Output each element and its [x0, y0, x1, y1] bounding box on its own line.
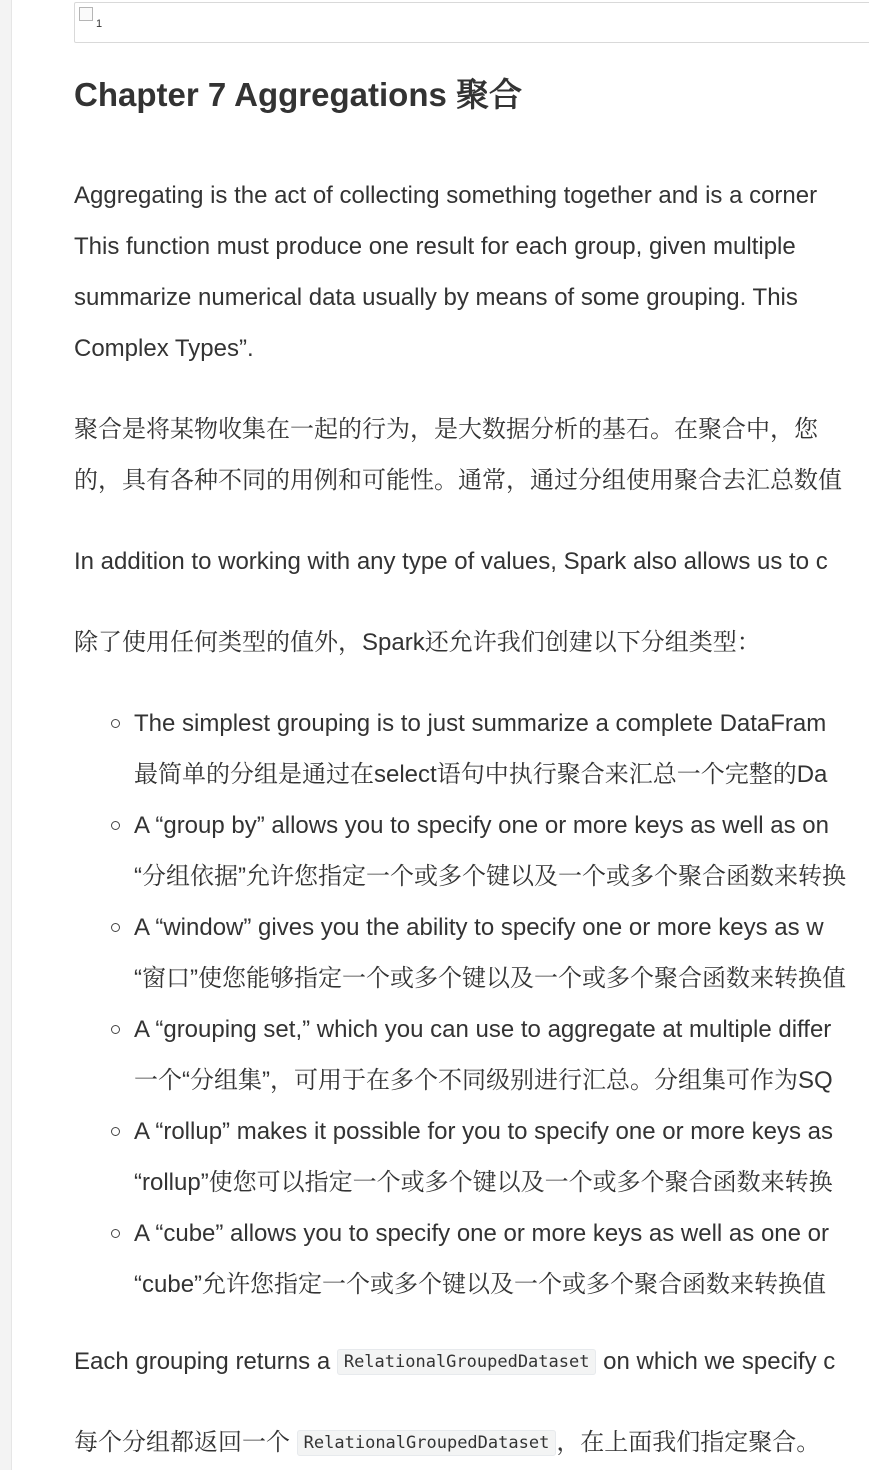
closing-text-after: ，在上面我们指定聚合。: [556, 1429, 821, 1456]
hollow-circle-bullet-icon: [111, 719, 120, 728]
text-line: Complex Types”.: [74, 335, 254, 362]
text-line: This function must produce one result for each group, given multiple: [74, 233, 796, 260]
hollow-circle-bullet-icon: [111, 923, 120, 932]
broken-image-placeholder: [74, 2, 869, 43]
closing-paragraph-zh: [74, 1417, 869, 1468]
left-gutter: [0, 0, 12, 1470]
list-item-text-en: A “rollup” makes it possible for you to specify one or more keys as: [134, 1118, 833, 1145]
text-line: Aggregating is the act of collecting something together and is a corner: [74, 182, 818, 209]
inline-code: RelationalGroupedDataset: [297, 1430, 557, 1456]
list-item-text-en: A “cube” allows you to specify one or more keys as well as one or: [134, 1220, 829, 1247]
grouping-types-list: [74, 698, 869, 1310]
hollow-circle-bullet-icon: [111, 1127, 120, 1136]
closing-text-after: on which we specify c: [596, 1348, 836, 1375]
list-item-text-en: A “window” gives you the ability to specify one or more keys as w: [134, 914, 824, 941]
list-item: [74, 800, 869, 902]
closing-paragraph-en: [74, 1336, 869, 1387]
list-item: [74, 1004, 869, 1106]
list-item-text-en: A “grouping set,” which you can use to aggregate at multiple differ: [134, 1016, 832, 1043]
addition-paragraph-zh: [74, 617, 869, 668]
list-item-text-zh: “分组依据”允许您指定一个或多个键以及一个或多个聚合函数来转换: [134, 863, 846, 890]
addition-paragraph-en: [74, 536, 869, 587]
broken-image-icon: [79, 7, 93, 21]
hollow-circle-bullet-icon: [111, 1229, 120, 1238]
hollow-circle-bullet-icon: [111, 821, 120, 830]
list-item-text-en: A “group by” allows you to specify one or more keys as well as on: [134, 812, 829, 839]
image-label: 1: [96, 18, 103, 30]
list-item-text-zh: “cube”允许您指定一个或多个键以及一个或多个聚合函数来转换值: [134, 1271, 827, 1298]
list-item: [74, 698, 869, 800]
text-line: [74, 1336, 869, 1387]
list-item-text-en: The simplest grouping is to just summarize a complete DataFram: [134, 710, 827, 737]
list-item-text-zh: 最简单的分组是通过在select语句中执行聚合来汇总一个完整的Da: [134, 761, 828, 788]
list-item: [74, 1106, 869, 1208]
inline-code: RelationalGroupedDataset: [337, 1349, 597, 1375]
intro-paragraph-en: [74, 170, 869, 374]
text-line: 聚合是将某物收集在一起的行为，是大数据分析的基石。在聚合中，您: [74, 416, 818, 443]
list-item-text-zh: “rollup”使您可以指定一个或多个键以及一个或多个聚合函数来转换: [134, 1169, 833, 1196]
document-content: [74, 0, 869, 1470]
text-line: 的，具有各种不同的用例和可能性。通常，通过分组使用聚合去汇总数值: [74, 467, 842, 494]
chapter-heading: Chapter 7 Aggregations 聚合: [74, 76, 522, 113]
list-item-text-zh: 一个“分组集”，可用于在多个不同级别进行汇总。分组集可作为SQ: [134, 1067, 833, 1094]
closing-text-before: 每个分组都返回一个: [74, 1429, 297, 1456]
list-item: [74, 902, 869, 1004]
list-item: [74, 1208, 869, 1310]
text-line: [74, 1417, 869, 1468]
text-line: summarize numerical data usually by means of some grouping. This: [74, 284, 798, 311]
text-line: In addition to working with any type of values, Spark also allows us to c: [74, 548, 828, 575]
closing-text-before: Each grouping returns a: [74, 1348, 337, 1375]
intro-paragraph-zh: [74, 404, 869, 506]
text-line: 除了使用任何类型的值外，Spark还允许我们创建以下分组类型：: [74, 629, 761, 656]
hollow-circle-bullet-icon: [111, 1025, 120, 1034]
list-item-text-zh: “窗口”使您能够指定一个或多个键以及一个或多个聚合函数来转换值: [134, 965, 846, 992]
